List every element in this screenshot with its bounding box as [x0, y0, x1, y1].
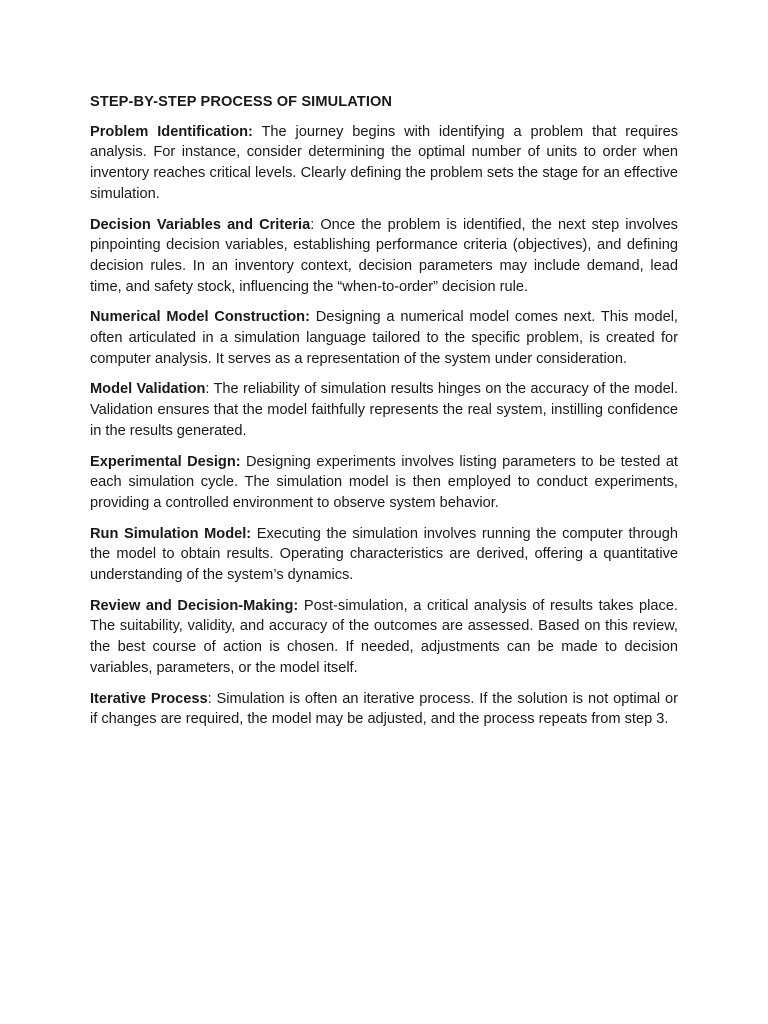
section-numerical-model [90, 307, 678, 369]
section-body: Designing experiments involves listing parameters to be tested at each simulation cycle. The simulation model is then employed to conduct experiments, providing a controlled environment to observe system behavior. [90, 453, 678, 511]
section-heading: Run Simulation Model: [90, 525, 252, 542]
section-heading: Problem Identification: [90, 123, 253, 140]
section-body: The journey begins with identifying a problem that requires analysis. For instance, consider determining the optimal number of units to order when inventory reaches critical levels. Clearly defining the problem sets the stage for an effective simulation. [90, 123, 678, 202]
section-heading: Iterative Process [90, 690, 208, 707]
document-body [90, 92, 678, 740]
section-problem-identification [90, 122, 678, 205]
section-heading: Review and Decision-Making: [90, 597, 299, 614]
section-heading: Experimental Design: [90, 453, 241, 470]
section-decision-variables [90, 215, 678, 298]
section-iterative-process [90, 689, 678, 730]
section-heading: Decision Variables and Criteria [90, 216, 311, 233]
section-body: Executing the simulation involves running the computer through the model to obtain results. Operating characteristics are derived, offering a quantitative understanding of the system’s dynamics. [90, 525, 678, 584]
document-title: STEP-BY-STEP PROCESS OF SIMULATION [90, 94, 393, 110]
section-body: Designing a numerical model comes next. This model, often articulated in a simulation language tailored to the specific problem, is created for computer analysis. It serves as a representation of the system under consideration. [90, 309, 678, 367]
section-heading: Numerical Model Construction: [90, 309, 310, 326]
section-body: : Once the problem is identified, the next step involves pinpointing decision variables, establishing performance criteria (objectives), and defining decision rules. In an inventory context, decision parameters may include demand, lead time, and safety stock, influencing the “when-to-order” decision rule. [90, 216, 678, 295]
section-body: Post-simulation, a critical analysis of results takes place. The suitability, validity, and accuracy of the outcomes are assessed. Based on this review, the best course of action is chosen. If needed, adjustments can be made to decision variables, parameters, or the model itself. [90, 597, 678, 676]
section-body: : Simulation is often an iterative process. If the solution is not optimal or if changes are required, the model may be adjusted, and the process repeats from step 3. [90, 690, 678, 728]
section-heading: Model Validation [90, 381, 206, 398]
section-review-decision [90, 596, 678, 679]
section-experimental-design [90, 452, 678, 514]
section-run-simulation [90, 524, 678, 586]
section-body: : The reliability of simulation results hinges on the accuracy of the model. Validation ensures that the model faithfully represents the real system, instilling confidence in the results generated. [90, 381, 678, 439]
section-model-validation [90, 379, 678, 441]
